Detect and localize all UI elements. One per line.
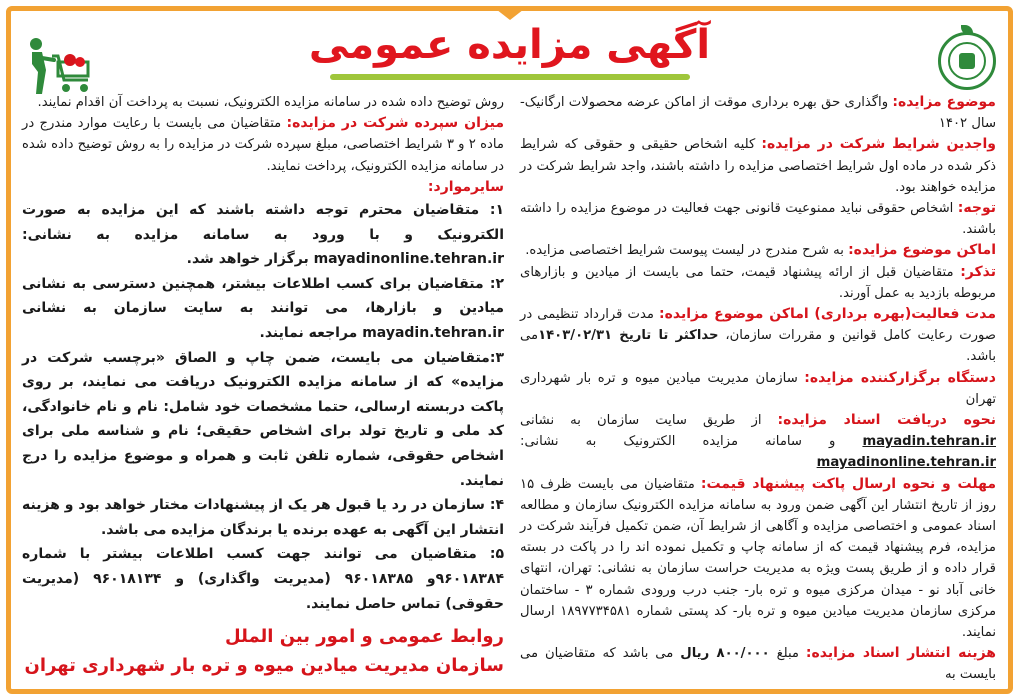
reminder-text: متقاضیان قبل از ارائه پیشنهاد قیمت، حتما می بایست از میادین و بازارهای مربوطه بازدید به عمل آورند. (520, 264, 996, 301)
note-label: توجه: (957, 200, 996, 217)
note-text: اشخاص حقوقی نباید ممنوعیت قانونی جهت فعالیت در موضوع مزایده را داشته باشند. (520, 201, 996, 238)
cost-paragraph (520, 643, 996, 685)
duration-label: مدت فعالیت(بهره برداری) اماکن موضوع مزایده: (659, 306, 996, 323)
item-4-text: ۴: سازمان در رد یا قبول هر یک از پیشنهادات مختار خواهد بود و هزینه انتشار این آگهی به عهده برنده یا برندگان مزایده می باشد. (22, 497, 504, 538)
item-2-end: مراجعه نمایند. (259, 324, 363, 341)
other-item-5 (22, 542, 504, 616)
frame-notch-arrow (492, 6, 528, 20)
footer-organization: سازمان مدیریت میادین میوه و تره بار شهرداری تهران (24, 655, 504, 676)
cost-end: می باشد که متقاضیان می بایست به (520, 646, 996, 683)
organizer-paragraph (520, 368, 996, 410)
duration-paragraph (520, 304, 996, 368)
reminder-label: تذکر: (960, 263, 996, 280)
reminder-paragraph (520, 262, 996, 304)
eligibility-label: واجدین شرایط شرکت در مزایده: (761, 136, 996, 153)
organizer-label: دستگاه برگزارکننده مزایده: (804, 369, 996, 386)
footer-public-relations: روابط عمومی و امور بین الملل (225, 626, 504, 647)
item-5-text: ۵: متقاضیان می توانند جهت کسب اطلاعات بیشتر با شماره ۹۶۰۱۸۳۸۴و ۹۶۰۱۸۳۸۵ (مدیریت واگذاری) و ۹۶۰۱۸۱۳۴ (مدیریت حقوقی) تماس حاصل نمایند. (22, 546, 504, 612)
item-1-portal-link[interactable]: mayadinonline.tehran.ir (313, 251, 504, 268)
cost-amount: ۸۰۰/۰۰۰ ریال (680, 646, 770, 662)
item-1-end: برگزار خواهد شد. (186, 251, 314, 268)
docs-text: از طریق سایت سازمان به نشانی (520, 413, 778, 429)
deposit-text: متقاضیان می بایست با رعایت موارد مندرج در ماده ۲ و ۳ شرایط اختصاصی، مبلغ سپرده شرکت در مزایده را به روش توضیح داده شده در سامانه مزایده الکترونیک، پرداخت نمایند. (22, 116, 504, 174)
places-paragraph (520, 240, 996, 261)
cost-label: هزینه انتشار اسناد مزایده: (805, 645, 996, 662)
deadline-paragraph (520, 474, 996, 644)
title-underline (330, 74, 690, 80)
municipality-logo-icon (938, 32, 996, 90)
notice-title: آگهی مزایده عمومی (308, 22, 711, 68)
deadline-text: متقاضیان می بایست ظرف ۱۵ روز از تاریخ انتشار این آگهی ضمن ورود به سامانه مزایده الکترونیک سازمان و مطالعه اسناد عمومی و اختصاصی مزایده و آگاهی از شرایط آن، ضمن تکمیل فرآیند شرکت در مزایده، فرم پیشنهاد قیمت که از سامانه چاپ و تکمیل نموده اند را در پاکت در بسته قرار داده و از طریق پست ویژه به مدیریت حراست سازمان به نشانی: تهران، انتهای خانی آباد نو - میدان مرکزی میوه و تره بار- جنب درب ورودی شماره ۳ - ساختمان مرکزی سازمان مدیریت میادین میوه و تره بار- کد پستی شماره ۱۸۹۷۷۳۴۵۸۱ ارسال نمایند. (520, 476, 997, 641)
item-1-text: ۱: متقاضیان محترم توجه داشته باشند که این مزایده به صورت الکترونیک و با ورود به سامانه مزایده به نشانی: (22, 202, 504, 243)
other-item-2 (22, 272, 504, 346)
subject-paragraph (520, 92, 996, 134)
docs-text-2: و سامانه مزایده الکترونیک به نشانی: (520, 434, 863, 450)
eligibility-text: کلیه اشخاص حقیقی و حقوقی که شرایط ذکر شده در ماده اول شرایط اختصاصی مزایده را داشته باشند، واجد شرایط شرکت در مزایده خواهند بود. (520, 137, 996, 195)
organizer-text: سازمان مدیریت میادین میوه و تره بار شهرداری تهران (520, 370, 996, 407)
other-item-4 (22, 493, 504, 542)
docs-site-link[interactable]: mayadin.tehran.ir (862, 434, 996, 450)
deadline-label: مهلت و نحوه ارسال پاکت پیشنهاد قیمت: (700, 475, 996, 492)
other-items-label: سایرموارد: (427, 178, 504, 195)
continuation-paragraph (22, 92, 504, 113)
places-text: به شرح مندرج در لیست پیوست شرایط اختصاصی مزایده. (525, 243, 849, 259)
cost-text: مبلغ (769, 646, 806, 662)
duration-date: حداکثر تا تاریخ ۱۴۰۳/۰۲/۳۱ (538, 328, 719, 344)
subject-label: موضوع مزایده: (892, 94, 996, 110)
deposit-paragraph (22, 113, 504, 177)
item-3-text: ۳:متقاضیان می بایست، ضمن چاپ و الصاق «برچسب شرکت در مزایده» که از سامانه مزایده الکترونیک دریافت می نمایند، بر روی پاکت دربسته ارسالی، حتما مشخصات خود شامل: نام و نام خانوادگی، کد ملی و تاریخ تولد برای اشخاص حقیقی؛ نام و شناسه ملی برای اشخاص حقوقی، شماره تلفن ثابت و همراه و موضوع مزایده را درج نمایند. (22, 349, 504, 489)
note-paragraph (520, 198, 996, 240)
item-2-text: ۲: متقاضیان برای کسب اطلاعات بیشتر، همچنین دسترسی به نشانی میادین و بازارها، می توانند به سایت سازمان به نشانی (22, 275, 504, 317)
deposit-label: میزان سپرده شرکت در مزایده: (286, 115, 504, 132)
left-column (22, 92, 504, 616)
right-column (520, 92, 996, 686)
shopping-cart-icon (24, 36, 94, 98)
docs-paragraph (520, 410, 996, 474)
other-item-1 (22, 198, 504, 272)
docs-label: نحوه دریافت اسناد مزایده: (777, 412, 996, 429)
continuation-text: روش توضیح داده شده در سامانه مزایده الکترونیک، نسبت به پرداخت آن اقدام نمایند. (37, 95, 504, 110)
item-2-site-link[interactable]: mayadin.tehran.ir (362, 324, 504, 341)
duration-end: می باشد. (520, 328, 996, 365)
other-items-heading (22, 177, 504, 198)
duration-text: مدت قرارداد تنظیمی در صورت رعایت کامل قوانین و مقررات سازمان، (520, 307, 996, 344)
docs-portal-link[interactable]: mayadinonline.tehran.ir (816, 455, 996, 471)
subject-text: واگذاری حق بهره برداری موقت از اماکن عرضه محصولات ارگانیک- سال ۱۴۰۲ (520, 95, 996, 132)
places-label: اماکن موضوع مزایده: (848, 242, 996, 259)
eligibility-paragraph (520, 134, 996, 198)
other-item-3 (22, 346, 504, 494)
